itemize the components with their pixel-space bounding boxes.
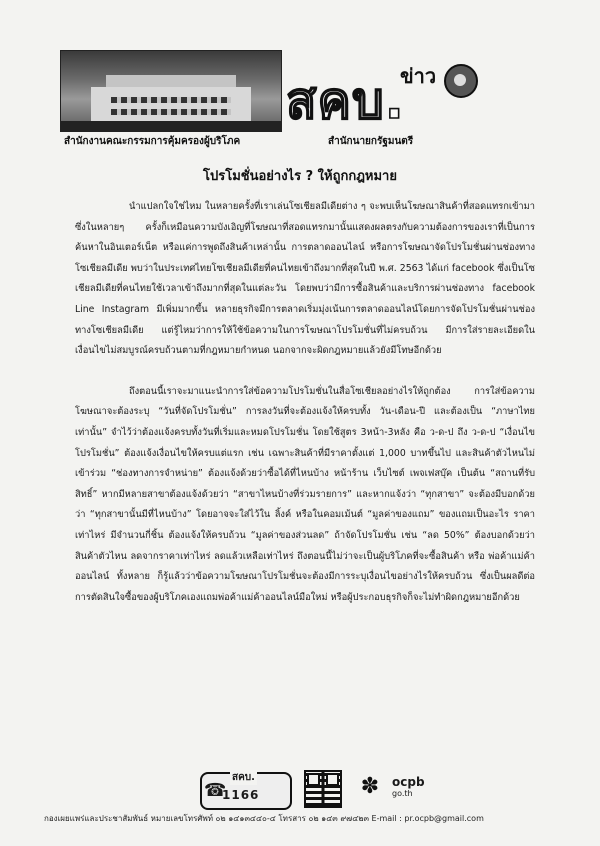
news-label: ข่าว — [400, 64, 437, 88]
ocpb-mark-icon: ✽ — [360, 774, 380, 799]
hotline-badge — [200, 772, 292, 810]
ministry-name: สำนักนายกรัฐมนตรี — [328, 136, 414, 147]
government-seal-icon — [444, 64, 478, 98]
ground-strip — [61, 121, 281, 131]
phone-icon: ☎ — [204, 780, 227, 801]
building-windows — [111, 97, 231, 103]
paragraph — [75, 382, 535, 609]
article-body — [75, 197, 535, 628]
ocpb-brand — [392, 776, 425, 800]
letterhead — [60, 36, 480, 154]
footer-logos — [200, 770, 480, 810]
paragraph — [75, 197, 535, 362]
ocpb-domain: go.th — [392, 789, 413, 798]
contact-line: กองเผยแพร่และประชาสัมพันธ์ หมายเลขโทรศัพท์ ๐๒ ๑๔๑๓๔๔๐-๔ โทรสาร ๐๒ ๑๔๓ ๙๗๔๒๓ E-mail : pr.ocpb@gmail.com — [44, 814, 484, 823]
building-shape — [91, 87, 251, 121]
agency-name: สำนักงานคณะกรรมการคุ้มครองผู้บริโภค — [64, 136, 241, 147]
qr-code-icon — [304, 770, 342, 808]
paragraph-text: ถึงตอนนี้เราจะมาแนะนำการใส่ข้อความโปรโมชั่นในสื่อโซเชียลอย่างไรให้ถูกต้อง การใส่ข้อความโฆษณาจะต้องระบุ “วันที่จัดโปรโมชั่น” การลงวันที่จะต้องแจ้งให้ครบทั้ง วัน-เดือน-ปี และต้องเป็น “ภาษาไทยเท่านั้น” จำไว้ว่าต้องแจ้งครบทั้งวันที่เริ่มและหมดโปรโมชั่น โดยใช้สูตร 3หน้า-3หลัง คือ ว-ด-ป ถึง ว-ด-ป “เงื่อนไขโปรโมชั่น” ต้องแจ้งเงื่อนไขให้ครบแต่แรก เช่น เฉพาะสินค้าที่มีราคาตั้งแต่ 1,000 บาทขึ้นไป และสินค้าตัวไหนไม่เข้าร่วม “ช่องทางการจำหน่าย” ต้องแจ้งด้วยว่าซื้อได้ที่ไหนบ้าง หน้าร้าน เว็บไซต์ เพจเฟสบุ๊ค เป็นต้น “สถานที่รับสิทธิ์” หากมีหลายสาขาต้องแจ้งด้วยว่า “สาขาไหนบ้างที่ร่วมรายการ” และหากแจ้งว่า “ทุกสาขา” จะต้องมีบอกด้วยว่า “ทุกสาขานั้นมีที่ไหนบ้าง” โดยอาจจะใส่ไว้ใน ลิ้งค์ หรือในคอมเม้นต์ “มูลค่าของแถม” ของแถมเป็นอะไร ราคาเท่าไหร่ มีจำนวนกี่ชิ้น ต้องแจ้งให้ครบถ้วน “มูลค่าของส่วนลด” ถ้าจัดโปรโมชั่น เช่น “ลด 50%” ต้องบอกด้วยว่า สินค้าตัวไหน ลดจากราคาเท่าไหร่ ลดแล้วเหลือเท่าไหร่ ถึงตอนนี้ไม่ว่าจะเป็นผู้บริโภคที่จะซื้อสินค้า หรือ พ่อค้าแม่ค้าออนไลน์ ทั้งหลาย ก็รู้แล้วว่าข้อความโฆษณาโปรโมชั่นจะต้องมีการระบุเงื่อนไขอย่างไรให้ครบถ้วน ซึ่งเป็นผลดีต่อการตัดสินใจซื้อของผู้บริโภคเองแถมพ่อค้าแม่ค้าออนไลน์มือใหม่ หรือผู้ประกอบธุรกิจก็จะไม่ทำผิดกฎหมายอีกด้วย — [75, 385, 535, 603]
ocpb-brand-text: ocpb — [392, 775, 425, 789]
ocpb-logo-text: สคบ. — [286, 72, 405, 130]
hotline-number: 1166 — [222, 788, 260, 802]
hotline-label: สคบ. — [232, 772, 255, 783]
paragraph-text: นำแปลกใจใช่ไหม ในหลายครั้งที่เราเล่นโซเชียลมีเดียต่าง ๆ จะพบเห็นโฆษณาสินค้าที่สอดแทรกเข้ามา ซึ่งในหลายๆ ครั้งก็เหมือนความบังเอิญที่โฆษณาที่สอดแทรกมานั้นแสดงผลตรงกับความต้องการของเราที่เป็นการค้นหาในอินเตอร์เน็ต หรือแค่การพูดถึงสินค้าเหล่านั้น การตลาดออนไลน์ หรือการโฆษณาจัดโปรโมชั่นผ่านช่องทางโซเชียลมีเดีย พบว่าในประเทศไทยโซเชียลมีเดียที่คนไทยเข้าถึงมากที่สุดในปี พ.ศ. 2563 ได้แก่ facebook ซึ่งเป็นโซเชียลมีเดียที่คนไทยใช้เวลาเข้าถึงมากที่สุดในแต่ละวัน โดยพบว่ามีการซื้อสินค้าและบริการผ่านช่องทาง facebook Line Instagram มีเพิ่มมากขึ้น หลายธุรกิจมีการตลาดเริ่มมุ่งเน้นการตลาดออนไลน์โดยการจัดโปรโมชั่นผ่านช่องทางโซเชียลมีเดีย แต่รู้ไหมว่าการให้ใช้ข้อความในการโฆษณาโปรโมชั่นที่ไม่ครบถ้วน มีการใส่รายละเอียดในเงื่อนไขไม่สมบูรณ์ครบถ้วนตามที่กฎหมายกำหนด นอกจากจะผิดกฎหมายแล้วยังมีโทษอีกด้วย — [75, 201, 535, 357]
building-windows — [111, 109, 231, 115]
article-title: โปรโมชั่นอย่างไร ? ให้ถูกกฎหมาย — [203, 169, 397, 184]
office-building-photo — [60, 50, 282, 132]
